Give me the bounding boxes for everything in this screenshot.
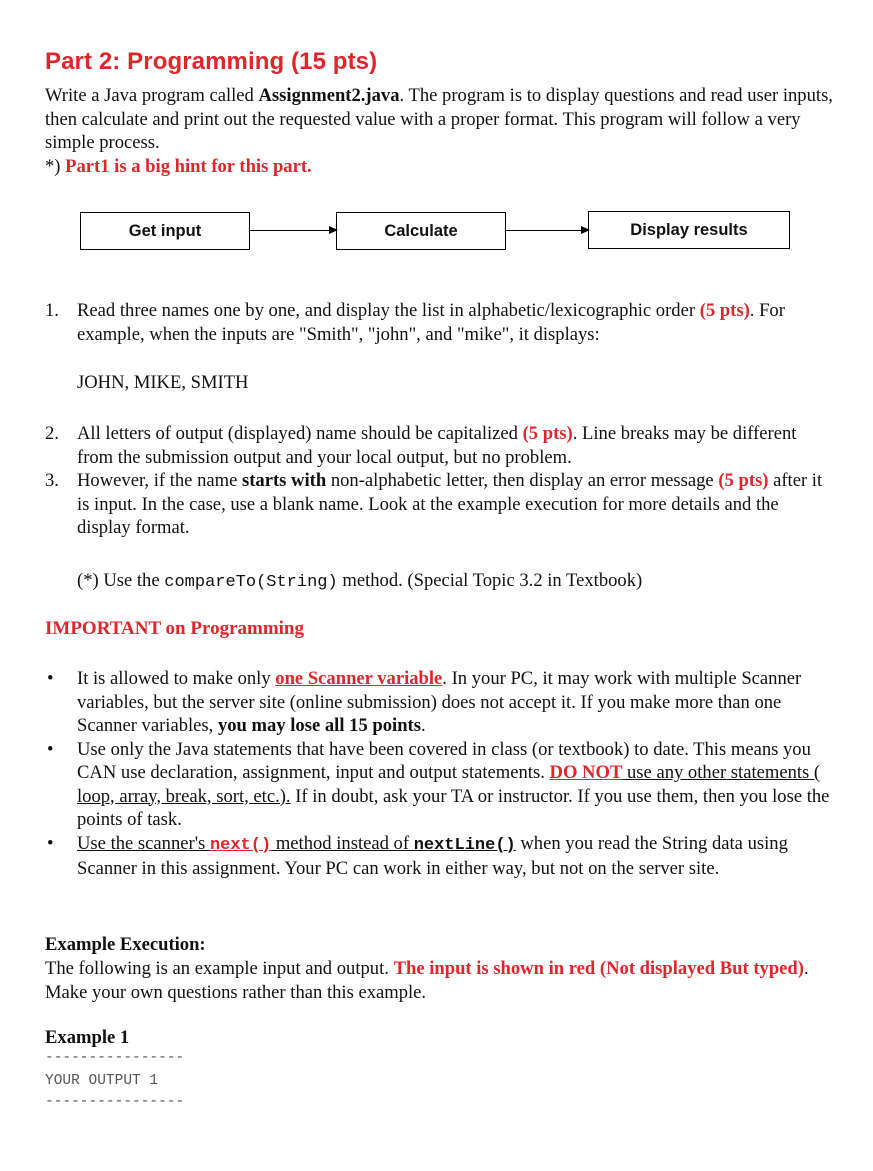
console-output: YOUR OUTPUT 1	[45, 1073, 159, 1089]
arrow-icon	[506, 230, 588, 231]
console-rule: ----------------	[45, 1050, 185, 1066]
important-bullets	[45, 667, 835, 881]
process-flow-diagram	[80, 210, 792, 254]
list-item: • Use only the Java statements that have been covered in class (or textbook) to date. This means you CAN use declaration, assignment, input and output statements. DO NOT use any other statements ( loop, array, break, sort, etc.). If in doubt, ask your TA or instructor. If you use them, then you lose the points of task.	[47, 738, 830, 830]
code-snippet: nextLine()	[413, 835, 516, 855]
bullet-icon: •	[47, 832, 54, 854]
important-heading: IMPORTANT on Programming	[45, 618, 304, 639]
hint-text: Part1 is a big hint for this part.	[65, 155, 312, 177]
example-output-text: JOHN, MIKE, SMITH	[77, 372, 249, 393]
intro-paragraph: Write a Java program called Assignment2.java. The program is to display questions and read user inputs, then calculate and print out the requested value with a proper format. This program will follow a very simple process. *) Part1 is a big hint for this part.	[45, 85, 833, 177]
flow-step-get-input: Get input	[80, 212, 250, 250]
flow-step-calculate: Calculate	[336, 212, 506, 250]
requirements-list-cont	[45, 422, 835, 540]
page-title: Part 2: Programming (15 pts)	[45, 48, 378, 75]
code-snippet: next()	[209, 835, 272, 855]
list-item: • Use the scanner's next() method instead of nextLine() when you read the String data using Scanner in this assignment. Your PC can work in either way, but not on the server site.	[47, 832, 788, 879]
requirements-list	[45, 299, 835, 395]
code-snippet: compareTo(String)	[164, 573, 338, 592]
example-1-heading: Example 1	[45, 1027, 130, 1048]
list-item: 2. All letters of output (displayed) name should be capitalized (5 pts). Line breaks may be different from the submission output and your local output, but no problem.	[45, 423, 797, 468]
compareto-note: (*) Use the compareTo(String) method. (Special Topic 3.2 in Textbook)	[77, 570, 643, 592]
arrow-icon	[250, 230, 336, 231]
filename: Assignment2.java	[258, 85, 400, 106]
list-item: • It is allowed to make only one Scanner variable. In your PC, it may work with multiple Scanner variables, but the server site (online submission) does not accept it. If you make more than one Scanner variables, you may lose all 15 points.	[47, 668, 802, 736]
example-execution-heading: Example Execution:	[45, 934, 206, 955]
bullet-icon: •	[47, 668, 54, 689]
example-execution-text: The following is an example input and output. The input is shown in red (Not displayed But typed). Make your own questions rather than this example.	[45, 958, 809, 1003]
bullet-icon: •	[47, 738, 54, 760]
flow-step-display-results: Display results	[588, 211, 790, 249]
list-item: 3. However, if the name starts with non-alphabetic letter, then display an error message (5 pts) after it is input. In the case, use a blank name. Look at the example execution for more details and the display format.	[45, 470, 823, 538]
list-item: 1. Read three names one by one, and display the list in alphabetic/lexicographic order (5 pts). For example, when the inputs are "Smith", "john", and "mike", it displays: JOHN, MIKE, SMITH	[45, 299, 835, 395]
console-rule: ----------------	[45, 1094, 185, 1110]
